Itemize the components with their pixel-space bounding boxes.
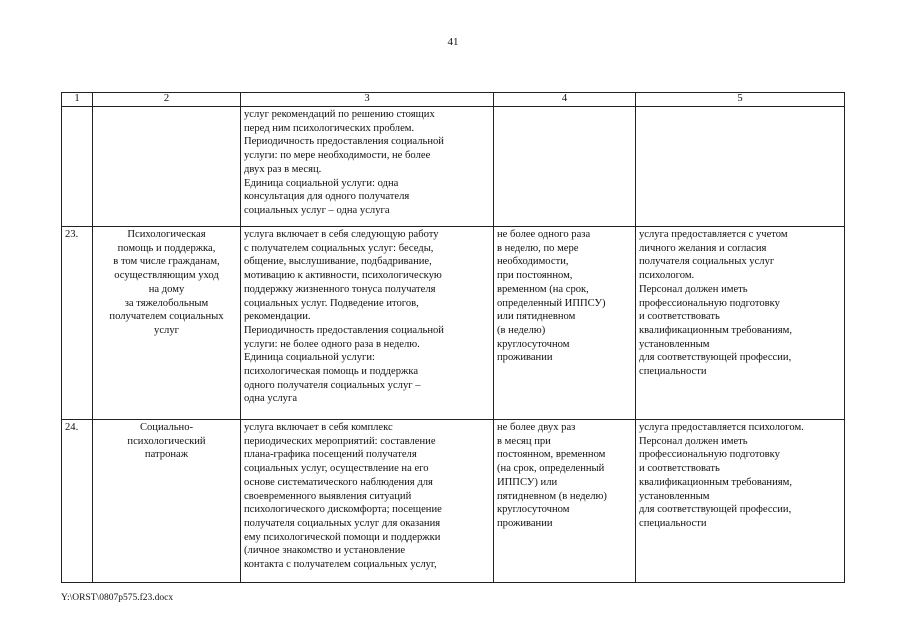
text-line: проживании [497, 517, 553, 529]
text-line: в неделю, по мере [497, 242, 579, 254]
text-line: одна услуга [244, 393, 298, 405]
text-line: своевременного выявления ситуаций [244, 490, 412, 502]
text-line: проживании [497, 352, 553, 364]
text-line: в месяц при [497, 435, 551, 447]
text-line: (на срок, определенный [497, 463, 605, 475]
row-number [62, 107, 93, 227]
text-line: круглосуточном [497, 338, 570, 350]
text-line: при постоянном, [497, 270, 573, 282]
services-table [61, 92, 845, 583]
service-frequency-cell [494, 107, 636, 227]
table-header-row [62, 93, 845, 107]
text-line: осуществляющим уход [114, 270, 219, 282]
text-line: психологический [127, 435, 206, 447]
text-line: специальности [639, 366, 707, 378]
table-row [62, 107, 845, 227]
text-line: ИППСУ) или [497, 476, 558, 488]
text-line: Социально- [139, 422, 194, 433]
text-line: пятидневном (в неделю) [497, 490, 607, 502]
service-conditions-cell [636, 107, 845, 227]
service-description-cell [241, 107, 494, 227]
text-line: плана-графика посещений получателя [244, 449, 417, 461]
text-line: для соответствующей профессии, [639, 504, 792, 516]
text-line: услуги: по мере необходимости, не более [244, 150, 431, 162]
service-conditions-cell [636, 227, 845, 420]
text-line: патронаж [144, 449, 189, 461]
service-frequency-cell [494, 227, 636, 420]
text-line: услуг [154, 324, 179, 336]
text-line: услуги: не более одного раза в неделю. [244, 338, 420, 350]
text-line: Единица социальной услуги: одна [244, 177, 399, 189]
text-line: личного желания и согласия [639, 242, 767, 254]
text-line: поддержку жизненного тонуса получателя [244, 283, 436, 295]
service-description-cell [241, 227, 494, 420]
text-line: получателем социальных [109, 311, 224, 323]
text-line: или пятидневном [497, 311, 576, 323]
text-line: Персонал должен иметь [639, 283, 748, 295]
text-line: получателя социальных услуг для оказания [244, 517, 441, 529]
text-line: основе систематического наблюдения для [244, 476, 433, 488]
text-line: контакта с получателем социальных услуг, [244, 559, 437, 571]
service-name-cell [93, 227, 241, 420]
text-line: Периодичность предоставления социальной [244, 324, 444, 336]
text-line: установленным [639, 338, 710, 350]
text-line: на дому [148, 283, 185, 295]
text-line: одного получателя социальных услуг – [244, 379, 421, 391]
text-line: (в неделю) [497, 324, 546, 336]
text-line: ему психологической помощи и поддержки [244, 531, 441, 543]
row-number: 23. [62, 227, 93, 420]
text-line: квалификационным требованиям, [639, 476, 792, 488]
text-line: психологом. [639, 270, 695, 282]
text-line: не более двух раз [497, 422, 576, 433]
text-line: Персонал должен иметь [639, 435, 748, 447]
page-number: 41 [447, 36, 459, 48]
column-header: 1 [62, 93, 93, 107]
text-line: установленным [639, 490, 710, 502]
text-line: консультация для одного получателя [244, 191, 410, 203]
service-conditions-cell [636, 420, 845, 583]
text-line: временном (на срок, [497, 283, 589, 295]
text-line: мотивацию к активности, психологическую [244, 270, 442, 282]
column-header: 3 [241, 93, 494, 107]
text-line: социальных услуг. Подведение итогов, [244, 297, 419, 309]
text-line: социальных услуг – одна услуга [244, 204, 390, 216]
column-header: 5 [636, 93, 845, 107]
text-line: и соответствовать [639, 311, 720, 323]
text-line: квалификационным требованиям, [639, 324, 792, 336]
text-line: двух раз в месяц. [244, 163, 322, 175]
text-line: не более одного раза [497, 229, 591, 240]
text-line: получателя социальных услуг [639, 256, 775, 268]
service-frequency-cell [494, 420, 636, 583]
table-row [62, 227, 845, 420]
row-number: 24. [62, 420, 93, 583]
text-line: для соответствующей профессии, [639, 352, 792, 364]
text-line: определенный ИППСУ) [497, 297, 606, 309]
service-description-cell [241, 420, 494, 583]
text-line: психологическая помощь и поддержка [244, 366, 419, 378]
text-line: психологического дискомфорта; посещение [244, 504, 442, 516]
text-line: услуг рекомендаций по решению стоящих [244, 109, 435, 120]
table-row [62, 420, 845, 583]
text-line: Единица социальной услуги: [244, 352, 375, 364]
text-line: услуга предоставляется психологом. [639, 422, 804, 433]
text-line: помощь и поддержка, [117, 242, 216, 254]
text-line: (личное знакомство и установление [244, 545, 406, 557]
service-name-cell [93, 420, 241, 583]
text-line: услуга предоставляется с учетом [639, 229, 788, 240]
text-line: рекомендации. [244, 311, 311, 323]
text-line: специальности [639, 517, 707, 529]
text-line: профессиональную подготовку [639, 297, 780, 309]
text-line: профессиональную подготовку [639, 449, 780, 461]
text-line: перед ним психологических проблем. [244, 122, 415, 134]
text-line: в том числе гражданам, [113, 256, 220, 268]
text-line: периодических мероприятий: составление [244, 435, 436, 447]
text-line: социальных услуг, осуществление на его [244, 463, 429, 475]
text-line: круглосуточном [497, 504, 570, 516]
footer-file-path: Y:\ORST\0807p575.f23.docx [61, 593, 174, 603]
text-line: общение, выслушивание, подбадривание, [244, 256, 432, 268]
column-header: 2 [93, 93, 241, 107]
text-line: с получателем социальных услуг: беседы, [244, 242, 434, 254]
text-line: и соответствовать [639, 463, 720, 475]
text-line: необходимости, [497, 256, 569, 268]
text-line: услуга включает в себя комплекс [244, 422, 393, 433]
text-line: за тяжелобольным [124, 297, 209, 309]
column-header: 4 [494, 93, 636, 107]
text-line: Психологическая [127, 229, 206, 240]
text-line: постоянном, временном [497, 449, 606, 461]
service-name-cell [93, 107, 241, 227]
text-line: услуга включает в себя следующую работу [244, 229, 439, 240]
text-line: Периодичность предоставления социальной [244, 136, 444, 148]
